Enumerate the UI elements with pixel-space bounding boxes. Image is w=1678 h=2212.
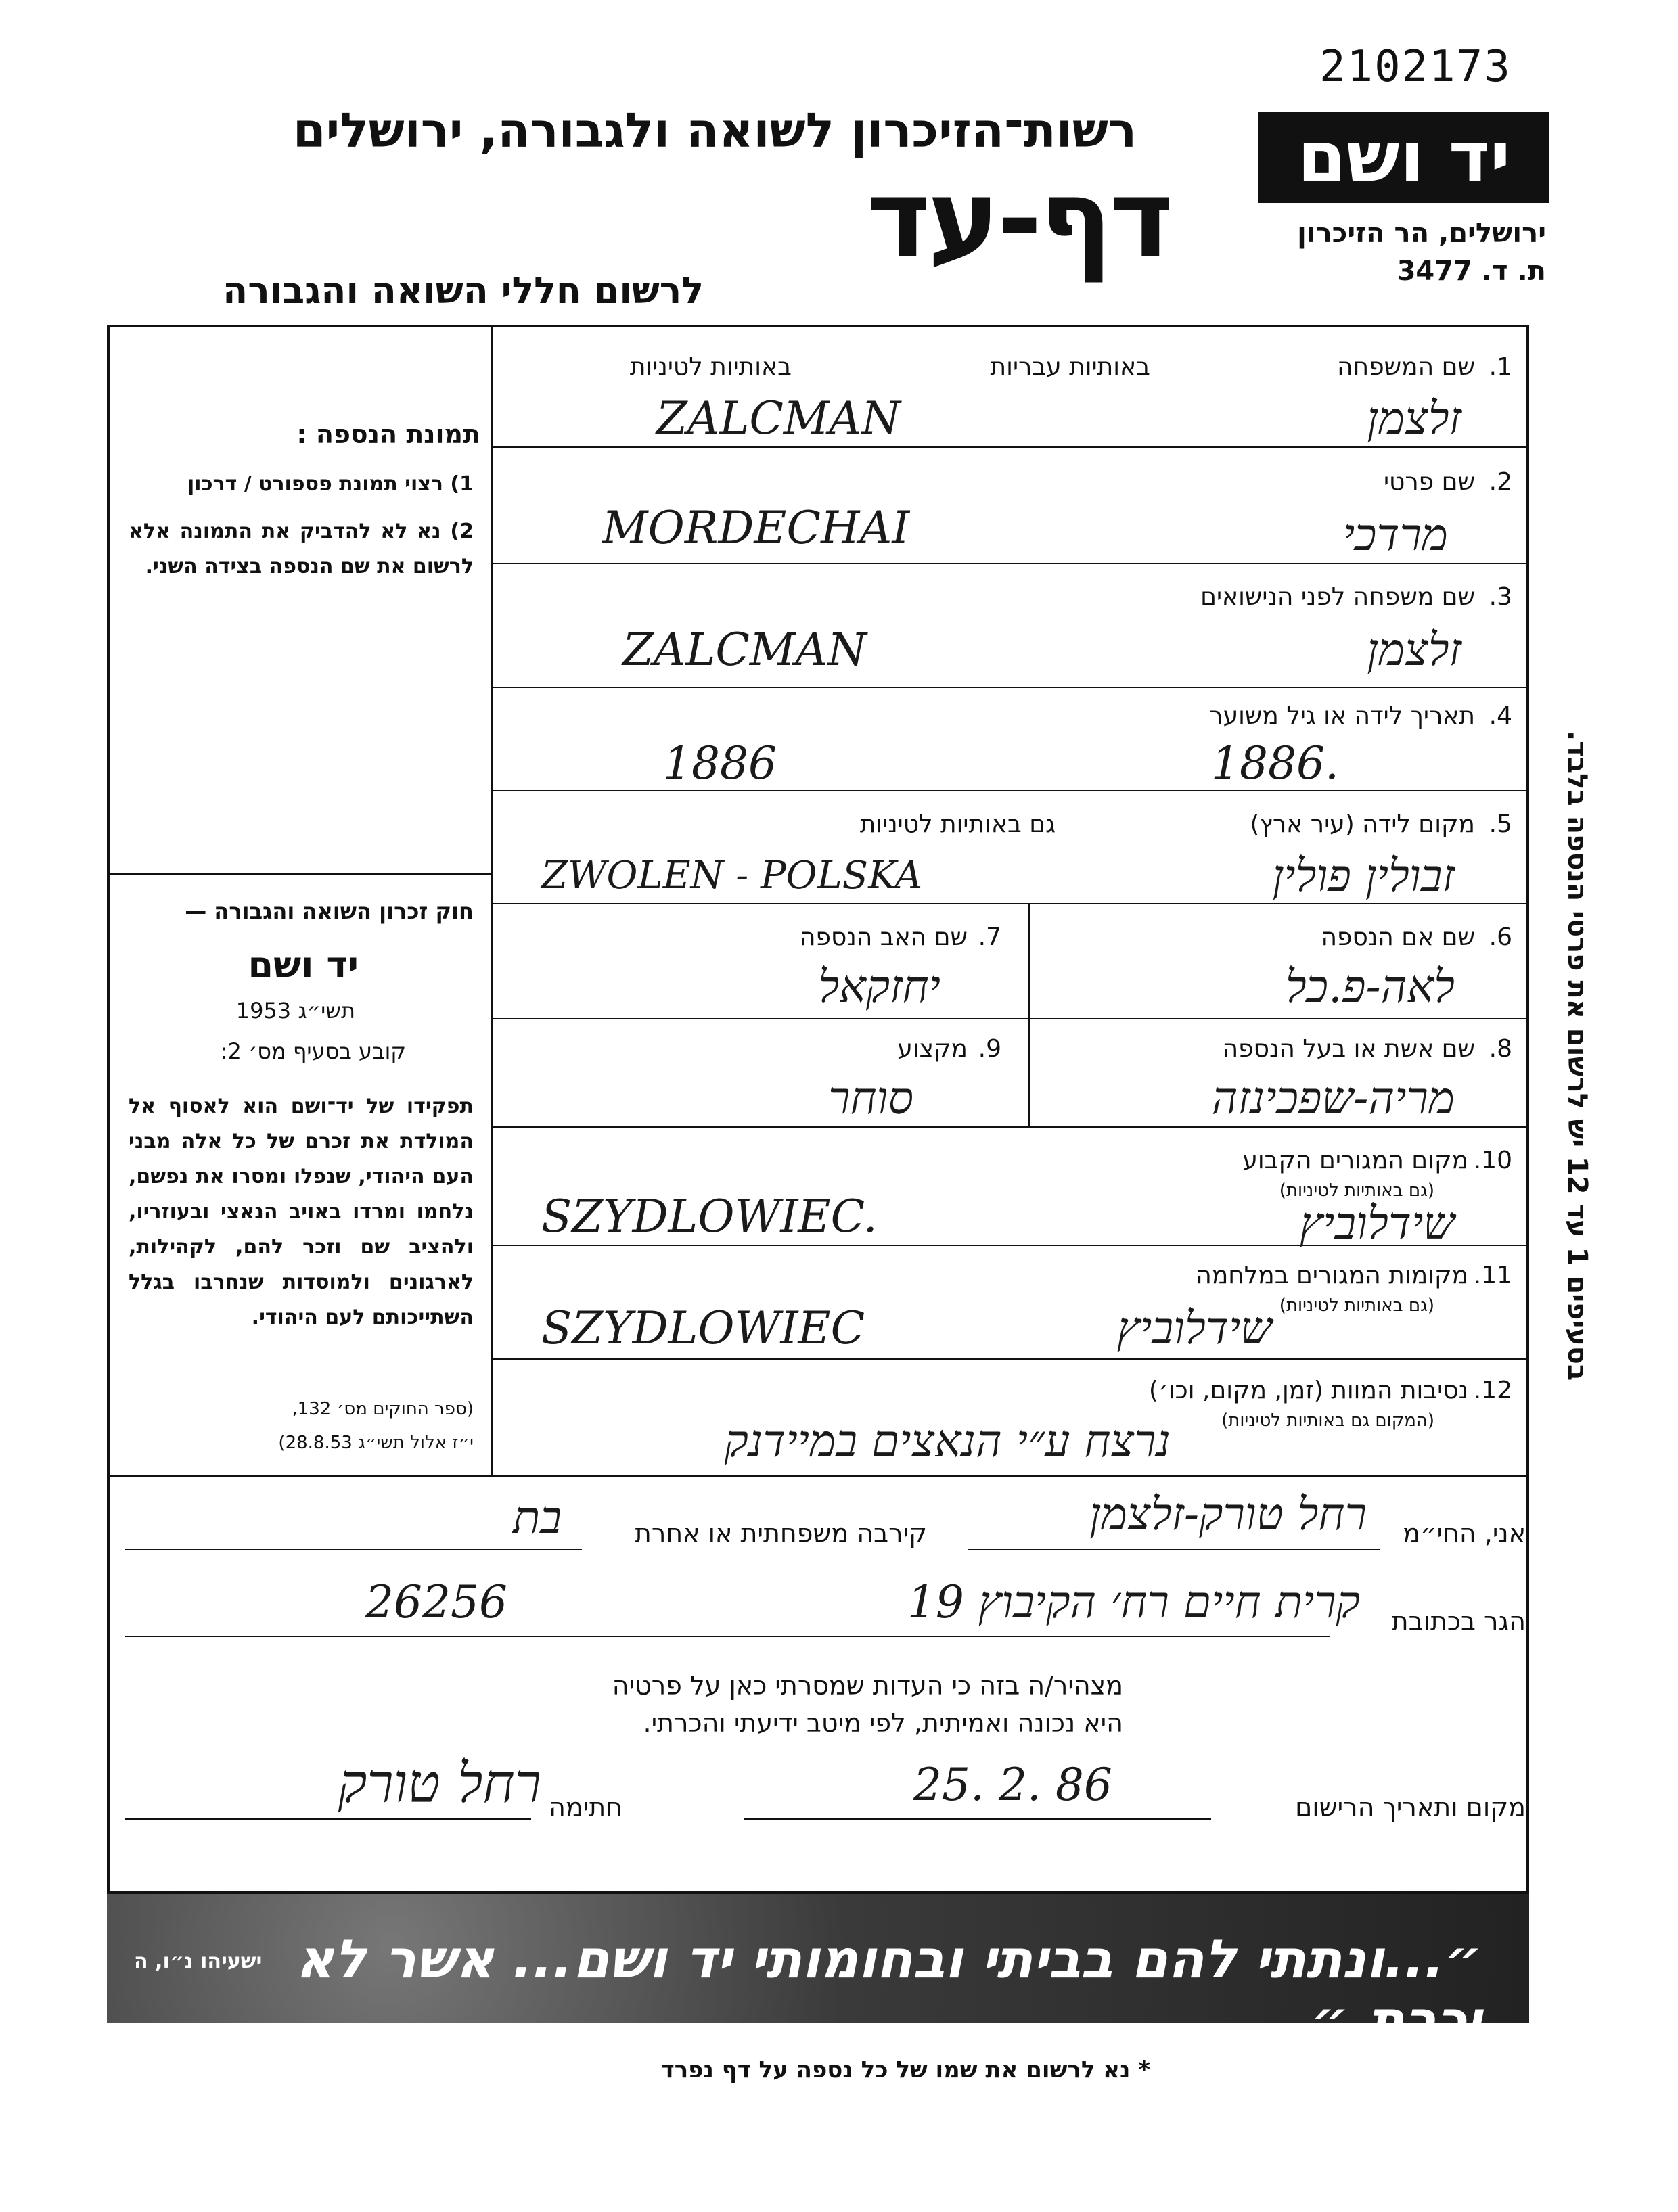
address-line-1: ירושלים, הר הזיכרון: [1297, 218, 1546, 249]
field-11-hebrew[interactable]: שידלוביץ: [1116, 1302, 1272, 1354]
relation-label: קירבה משפחתית או אחרת: [634, 1519, 927, 1548]
field-3-label: שם משפחה לפני הנישואים: [1200, 583, 1475, 611]
row-line: [491, 1358, 1529, 1360]
yad-vashem-logo: יד ושם: [1258, 112, 1549, 203]
field-5-number: 5.: [1489, 810, 1512, 838]
field-1-latin[interactable]: ZALCMAN: [656, 392, 901, 444]
law-source-1: (ספר החוקים מס׳ 132,: [292, 1399, 474, 1419]
registration-date[interactable]: 25. 2. 86: [913, 1759, 1112, 1811]
field-6-label: שם אם הנספה: [1321, 923, 1475, 951]
relation-underline: [125, 1549, 582, 1550]
row-line: [491, 446, 1529, 448]
law-body: תפקידו של יד־ושם הוא לאסוף אל המולדת את זכרם של כל אלה מבני העם היהודי, שנפלו ומסרו את נפשם, נלחמו ומרדו באויב הנאצי ובעוזריו, ולהציב שם וזכר להם, לקהילות, לארגונים ולמוסדות שנחרבו בגלל השתייכותם לעם היהודי.: [129, 1095, 474, 1329]
place-date-label: מקום ותאריך הרישום: [1295, 1793, 1526, 1822]
field-3-number: 3.: [1489, 583, 1512, 611]
row-line: [107, 1475, 1529, 1477]
side-instruction-text: בסעיפים 1 עד 12 יש לרשום את פרטי הנספה בלבד.: [1562, 731, 1593, 1381]
field-2-latin[interactable]: MORDECHAI: [602, 502, 910, 554]
field-5-hebrew[interactable]: זבולין פולין: [1272, 850, 1455, 902]
field-4-number: 4.: [1489, 702, 1512, 730]
photo-note-1: 1) רצוי תמונת פספורט / דרכון: [187, 472, 474, 496]
field-9-number: 9.: [978, 1035, 1001, 1063]
field-2-number: 2.: [1489, 468, 1512, 496]
field-11-label: מקומות המגורים במלחמה: [1196, 1262, 1468, 1289]
field-2-hebrew[interactable]: מרדכי: [1342, 509, 1448, 561]
row-line: [491, 1126, 1529, 1128]
photo-heading: תמונת הנספה :: [296, 419, 480, 449]
address-value[interactable]: קרית חיים רח׳ הקיבוץ 19: [907, 1576, 1360, 1628]
field-10-note: (גם באותיות לטיניות): [1279, 1180, 1434, 1201]
authority-name: רשות־הזיכרון לשואה ולגבורה, ירושלים: [292, 103, 1137, 158]
panel-divider: [491, 325, 493, 1475]
field-9-value[interactable]: סוחר: [828, 1072, 913, 1124]
field-10-hebrew[interactable]: שידלוביץ: [1299, 1197, 1455, 1249]
document-number: 2102173: [1319, 42, 1512, 92]
field-9-label: מקצוע: [897, 1035, 968, 1063]
address-label: הגר בכתובת: [1391, 1607, 1526, 1636]
field-8-number: 8.: [1489, 1035, 1512, 1063]
statement-line-2: היא נכונה ואמיתית, לפי מיטב ידיעתי והכרתי.: [643, 1708, 1123, 1738]
photo-note-2: 2) נא לא להדביק את התמונה אלא לרשום את שם הנספה בצידה השני.: [129, 520, 474, 578]
row-line: [491, 790, 1529, 791]
field-5-latin-note: גם באותיות לטיניות: [859, 810, 1056, 838]
field-11-note: (גם באותיות לטיניות): [1279, 1295, 1434, 1316]
side-instruction: [1556, 731, 1597, 1380]
field-3-hebrew[interactable]: זלצמן: [1367, 624, 1461, 676]
signature-label: חתימה: [549, 1793, 622, 1822]
field-4-latin[interactable]: 1886: [663, 737, 777, 789]
law-source-2: י״ז אלול תשי״ג 28.8.53): [278, 1433, 474, 1453]
field-1-label: שם המשפחה: [1337, 353, 1475, 381]
law-clause: קובע בסעיף מס׳ 2:: [220, 1038, 406, 1064]
signature[interactable]: רחל טורק: [338, 1752, 541, 1815]
field-4-label: תאריך לידה או גיל משוער: [1209, 702, 1475, 730]
field-2-label: שם פרטי: [1383, 468, 1475, 496]
signature-underline: [125, 1818, 531, 1820]
field-5-label: מקום לידה (עיר ארץ): [1250, 810, 1475, 838]
field-7-label: שם האב הנספה: [800, 923, 968, 951]
declarant-name[interactable]: רחל טורק-זלצמן: [1089, 1488, 1367, 1540]
field-1-hebrew[interactable]: זלצמן: [1367, 392, 1461, 444]
field-12-label: נסיבות המוות (זמן, מקום, וכו׳): [1148, 1377, 1468, 1404]
footnote: * נא לרשום את שמו של כל נספה על דף נפרד: [660, 2056, 1150, 2083]
column-header-hebrew: באותיות עבריות: [990, 353, 1150, 381]
field-12-value[interactable]: נרצח ע״י הנאצים במיידנק: [724, 1415, 1171, 1467]
page-title: דף-עד: [866, 156, 1171, 282]
field-7-number: 7.: [978, 923, 1001, 951]
field-8-value[interactable]: מריה-שפכינזה: [1211, 1072, 1455, 1124]
date-underline: [744, 1818, 1211, 1820]
name-underline: [968, 1549, 1380, 1550]
quote-banner: [107, 1894, 1529, 2051]
field-6-number: 6.: [1489, 923, 1512, 951]
field-6-value[interactable]: לאה-פ.כל: [1285, 961, 1455, 1013]
field-10-latin[interactable]: SZYDLOWIEC.: [541, 1191, 878, 1243]
field-3-latin[interactable]: ZALCMAN: [622, 624, 867, 676]
field-8-label: שם אשת או בעל הנספה: [1222, 1035, 1475, 1063]
field-12-note: (המקום גם באותיות לטיניות): [1221, 1410, 1434, 1431]
column-line: [1028, 903, 1030, 1126]
law-yad-vashem: יד ושם: [248, 944, 359, 986]
field-10-number: 10.: [1473, 1147, 1512, 1174]
field-4-hebrew[interactable]: 1886.: [1211, 737, 1339, 789]
field-11-latin[interactable]: SZYDLOWIEC: [541, 1302, 865, 1354]
address-line-2: ת. ד. 3477: [1397, 256, 1546, 287]
field-5-latin[interactable]: ZWOLEN - POLSKA: [541, 854, 923, 898]
declaration-ani: אני, החי״מ: [1403, 1519, 1526, 1548]
row-line: [491, 903, 1529, 904]
panel-split: [107, 873, 493, 875]
law-year: תשי״ג 1953: [235, 998, 355, 1023]
column-header-latin: באותיות לטיניות: [629, 353, 792, 381]
row-line: [491, 563, 1529, 564]
relation-value[interactable]: בת: [512, 1492, 562, 1544]
field-12-number: 12.: [1473, 1377, 1512, 1404]
field-7-value[interactable]: יחזקאל: [818, 961, 940, 1013]
statement-line-1: מצהיר/ה בזה כי העדות שמסרתי כאן על פרטיה: [612, 1671, 1123, 1701]
address-underline: [125, 1636, 1330, 1637]
row-line: [491, 1018, 1529, 1019]
law-heading: חוק זכרון השואה והגבורה —: [185, 898, 474, 924]
field-1-number: 1.: [1489, 353, 1512, 381]
field-11-number: 11.: [1473, 1262, 1512, 1289]
row-line: [491, 687, 1529, 688]
banner-quote: ״...ונתתי להם בביתי ובחומותי יד ושם... אשר לא יכרת.״: [296, 1929, 1482, 2051]
zip-value[interactable]: 26256: [365, 1576, 507, 1628]
field-10-label: מקום המגורים הקבוע: [1242, 1147, 1468, 1174]
page-subtitle: לרשום חללי השואה והגבורה: [223, 269, 704, 312]
banner-source: ישעיהו נ״ו, ה: [134, 1950, 263, 1973]
